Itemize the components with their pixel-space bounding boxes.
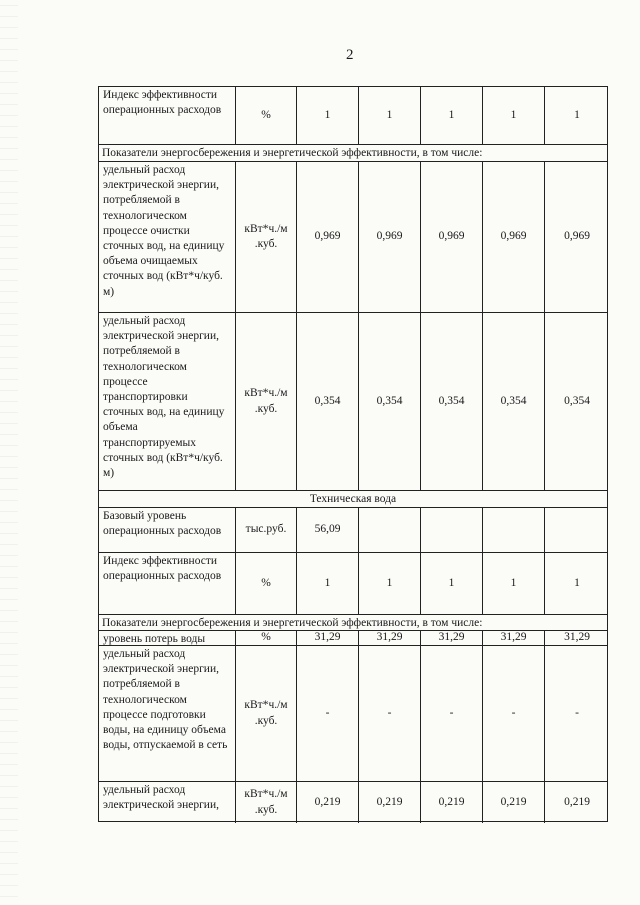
value-cell <box>545 508 609 552</box>
page-number: 2 <box>346 47 354 63</box>
indicators-table <box>98 86 608 822</box>
value-cell: 0,354 <box>421 313 483 490</box>
value-cell: 31,29 <box>359 631 421 645</box>
value-cell: - <box>297 646 359 781</box>
unit-cell: кВт*ч./м .куб. <box>236 162 297 312</box>
table-row <box>99 87 607 145</box>
indicator-label: удельный расход электрической энергии, потребляемой в технологическом процессе очистки сточных вод, на единицу объема очищаемых сточных вод (кВт*ч/куб. м) <box>99 162 236 312</box>
indicator-label: Базовый уровень операционных расходов <box>99 508 236 552</box>
indicator-label: Индекс эффективности операционных расходов <box>99 553 236 614</box>
value-cell: 0,354 <box>483 313 545 490</box>
table-row <box>99 646 607 782</box>
value-cell <box>483 508 545 552</box>
value-cell: 31,29 <box>483 631 545 645</box>
section-title-row <box>99 491 607 508</box>
value-cell: 1 <box>297 87 359 144</box>
scan-edge-artifact <box>0 0 18 905</box>
value-cell: 1 <box>297 553 359 614</box>
value-cell: 1 <box>359 87 421 144</box>
table-row <box>99 508 607 553</box>
value-cell: 31,29 <box>421 631 483 645</box>
value-cell: 1 <box>421 553 483 614</box>
value-cell: 0,969 <box>564 230 590 243</box>
unit-cell: % <box>236 631 297 645</box>
value-cell: 1 <box>421 87 483 144</box>
value-cell: 0,354 <box>359 313 421 490</box>
unit-cell: % <box>236 553 297 614</box>
value-cell: - <box>421 646 483 781</box>
value-cell: 0,969 <box>297 162 359 312</box>
value-cell: 0,219 <box>297 782 359 823</box>
value-cell: 0,354 <box>297 313 359 490</box>
unit-cell: кВт*ч./м .куб. <box>236 782 297 823</box>
value-cell <box>421 508 483 552</box>
value-cell: 0,354 <box>564 394 590 407</box>
value-cell: 0,969 <box>359 162 421 312</box>
section-heading: Показатели энергосбережения и энергетической эффективности, в том числе: <box>102 617 483 629</box>
unit-cell: кВт*ч./м .куб. <box>236 646 297 781</box>
section-heading-row <box>99 615 607 631</box>
indicator-label: Индекс эффективности операционных расходов <box>99 87 236 144</box>
table-row <box>99 553 607 615</box>
value-cell: - <box>483 646 545 781</box>
section-heading: Показатели энергосбережения и энергетической эффективности, в том числе: <box>102 147 483 159</box>
unit-cell: тыс.руб. <box>236 508 297 552</box>
value-cell: 1 <box>574 576 580 589</box>
value-cell: 1 <box>483 87 545 144</box>
value-cell: 1 <box>483 553 545 614</box>
value-cell: 0,969 <box>421 162 483 312</box>
value-cell: 0,969 <box>483 162 545 312</box>
indicator-label: уровень потерь воды <box>99 631 236 645</box>
section-title: Техническая вода <box>309 493 397 505</box>
indicator-label: удельный расход электрической энергии, потребляемой в технологическом процессе подготовки воды, на единицу объема воды, отпускаемой в сеть <box>99 646 236 781</box>
table-row <box>99 631 607 646</box>
indicator-label: удельный расход электрической энергии, потребляемой в технологическом процессе транспортировки сточных вод, на единицу объема транспортируемых сточных вод (кВт*ч/куб. м) <box>99 313 236 490</box>
value-cell: 0,219 <box>359 782 421 823</box>
section-heading-row <box>99 145 607 162</box>
unit-cell: % <box>236 87 297 144</box>
value-cell: 1 <box>574 108 580 121</box>
table-row <box>99 782 607 823</box>
value-cell: - <box>359 646 421 781</box>
value-cell: 0,219 <box>421 782 483 823</box>
value-cell <box>359 508 421 552</box>
value-cell: 31,29 <box>564 631 590 644</box>
table-row <box>99 313 607 491</box>
value-cell: 1 <box>359 553 421 614</box>
value-cell: 31,29 <box>297 631 359 645</box>
indicator-label: удельный расход электрической энергии, <box>99 782 236 823</box>
table-row <box>99 162 607 313</box>
value-cell: 56,09 <box>297 508 359 552</box>
value-cell: 0,219 <box>564 795 590 808</box>
unit-cell: кВт*ч./м .куб. <box>236 313 297 490</box>
value-cell: - <box>575 706 579 719</box>
value-cell: 0,219 <box>483 782 545 823</box>
